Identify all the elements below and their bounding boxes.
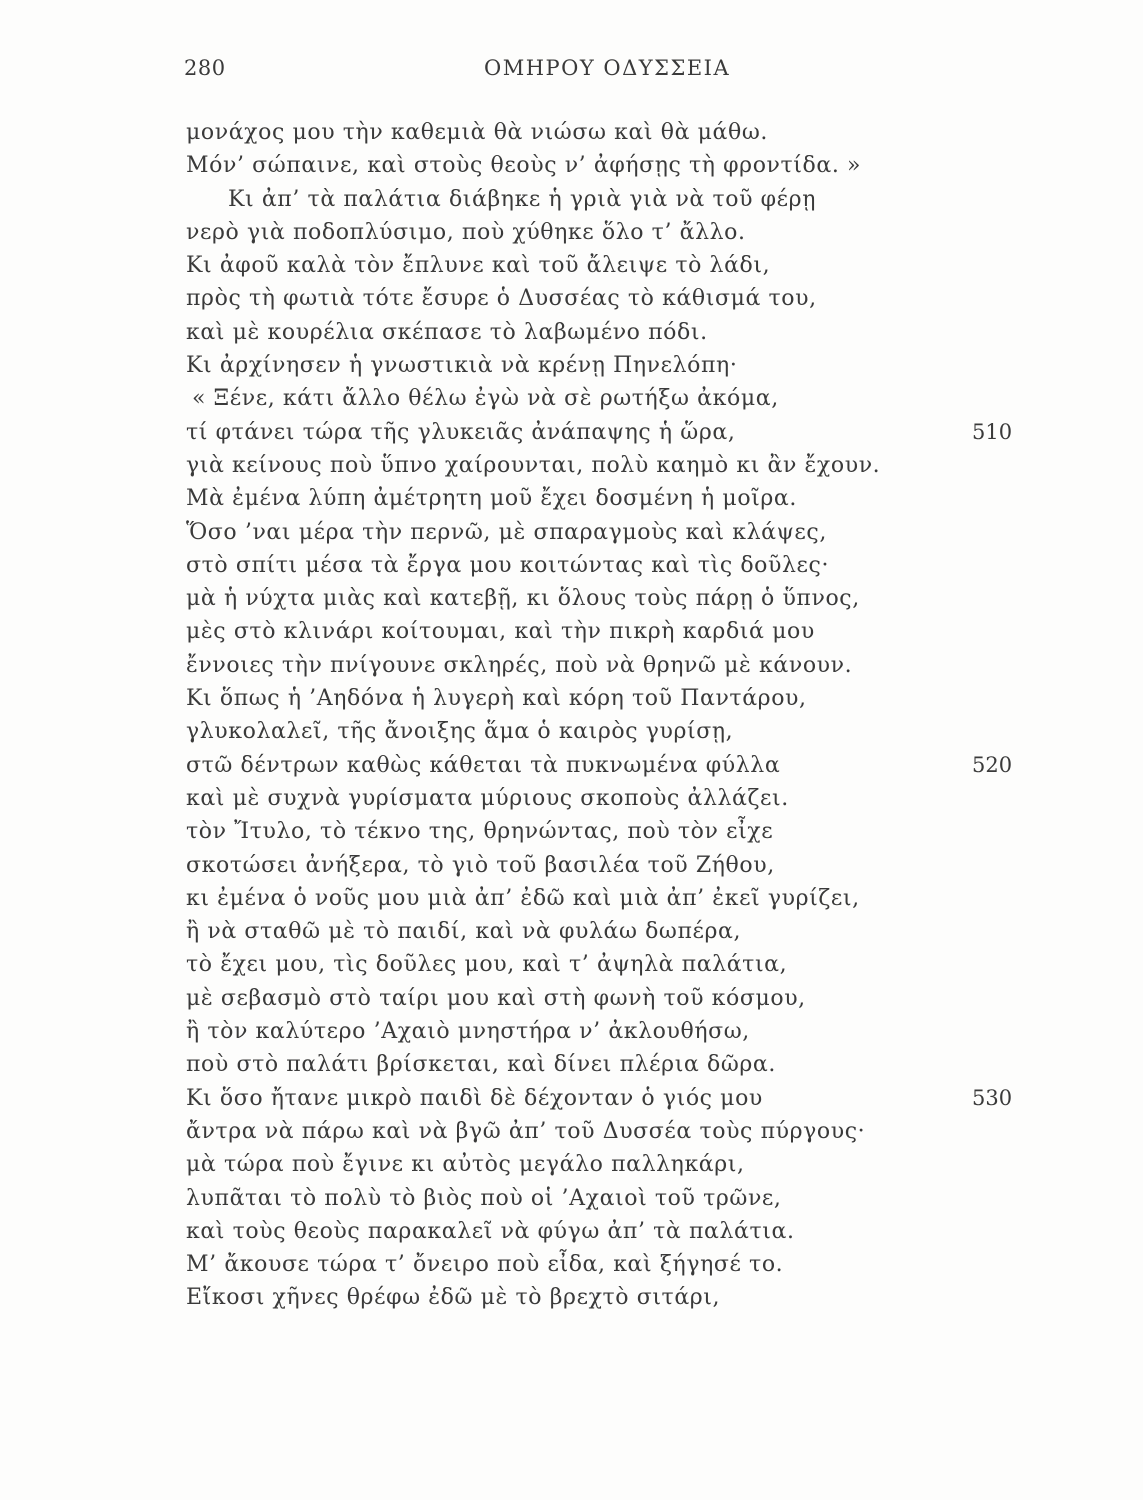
verse-text: μὲς στὸ κλινάρι κοίτουμαι, καὶ τὴν πικρὴ καρδιά μου [186, 619, 815, 645]
verse-text: ἄντρα νὰ πάρω καὶ νὰ βγῶ ἀπ’ τοῦ Δυσσέα τοὺς πύργους· [186, 1118, 866, 1144]
verse-text: στῶ δέντρων καθὼς κάθεται τὰ πυκνωμένα φύλλα [186, 752, 781, 778]
verse-line [186, 782, 1086, 815]
verse-line [186, 149, 1086, 182]
line-number: 510 [972, 419, 1013, 444]
verse-text: μὰ ἡ νύχτα μιὰς καὶ κατεβῇ, κι ὅλους τοὺς πάρῃ ὁ ὕπνος, [186, 586, 860, 612]
verse-text: Κι ἀπ’ τὰ παλάτια διάβηκε ἡ γριὰ γιὰ νὰ τοῦ φέρῃ [228, 186, 816, 212]
verse-text: πρὸς τὴ φωτιὰ τότε ἔσυρε ὁ Δυσσέας τὸ κάθισμά του, [186, 286, 817, 312]
verse-line [186, 1015, 1086, 1048]
verse-line [186, 482, 1086, 515]
verse-text: καὶ τοὺς θεοὺς παρακαλεῖ νὰ φύγω ἀπ’ τὰ παλάτια. [186, 1218, 795, 1244]
verse-block [186, 116, 1086, 1315]
verse-text: « Ξένε, κάτι ἄλλο θέλω ἐγὼ νὰ σὲ ρωτήξω ἀκόμα, [192, 386, 779, 412]
verse-line [186, 1281, 1086, 1314]
verse-line [186, 1048, 1086, 1081]
verse-line [186, 815, 1086, 848]
verse-text: τί φτάνει τώρα τῆς γλυκειᾶς ἀνάπαψης ἡ ὥρα, [186, 419, 736, 445]
verse-text: Κι ἀφοῦ καλὰ τὸν ἔπλυνε καὶ τοῦ ἄλειψε τὸ λάδι, [186, 253, 771, 279]
verse-line [186, 183, 1086, 216]
verse-line [186, 849, 1086, 882]
verse-line [186, 516, 1086, 549]
verse-text: Κι ἀρχίνησεν ἡ γνωστικιὰ νὰ κρένῃ Πηνελόπη· [186, 353, 738, 379]
page-number: 280 [184, 56, 226, 80]
verse-line [186, 582, 1086, 615]
verse-line [186, 1182, 1086, 1215]
verse-line [186, 615, 1086, 648]
verse-text: μὲ σεβασμὸ στὸ ταίρι μου καὶ στὴ φωνὴ τοῦ κόσμου, [186, 985, 806, 1011]
verse-text: ἔννοιες τὴν πνίγουνε σκληρές, ποὺ νὰ θρηνῶ μὲ κάνουν. [186, 652, 853, 678]
verse-line [186, 549, 1086, 582]
verse-line [186, 349, 1086, 382]
verse-text: τὸ ἔχει μου, τὶς δοῦλες μου, καὶ τ’ ἀψηλὰ παλάτια, [186, 952, 788, 978]
verse-text: Μόν’ σώπαινε, καὶ στοὺς θεοὺς ν’ ἀφήσῃς τὴ φροντίδα. » [186, 153, 862, 179]
verse-text: ποὺ στὸ παλάτι βρίσκεται, καὶ δίνει πλέρια δῶρα. [186, 1052, 776, 1078]
book-title: ΟΜΗΡΟΥ ΟΔΥΣΣΕΙΑ [484, 56, 731, 80]
verse-text: νερὸ γιὰ ποδοπλύσιμο, ποὺ χύθηκε ὅλο τ’ ἄλλο. [186, 219, 746, 245]
verse-line [186, 649, 1086, 682]
verse-line [186, 416, 1086, 449]
verse-text: Κι ὅπως ἡ ’Αηδόνα ἡ λυγερὴ καὶ κόρη τοῦ Παντάρου, [186, 686, 807, 712]
verse-line [186, 915, 1086, 948]
verse-line [186, 282, 1086, 315]
verse-line [186, 1082, 1086, 1115]
verse-text: Κι ὅσο ἤτανε μικρὸ παιδὶ δὲ δέχονταν ὁ γιός μου [186, 1085, 763, 1111]
verse-text: τὸν Ἴτυλο, τὸ τέκνο της, θρηνώντας, ποὺ τὸν εἶχε [186, 819, 774, 845]
verse-line [186, 216, 1086, 249]
verse-text: γλυκολαλεῖ, τῆς ἄνοιξης ἅμα ὁ καιρὸς γυρίσῃ, [186, 719, 734, 745]
verse-line [186, 1148, 1086, 1181]
verse-line [186, 1115, 1086, 1148]
verse-line [186, 116, 1086, 149]
verse-text: μὰ τώρα ποὺ ἔγινε κι αὐτὸς μεγάλο παλληκάρι, [186, 1152, 745, 1178]
verse-line [186, 249, 1086, 282]
verse-text: γιὰ κείνους ποὺ ὕπνο χαίρουνται, πολὺ καημὸ κι ἂν ἔχουν. [186, 452, 881, 478]
verse-line [186, 982, 1086, 1015]
verse-line [186, 682, 1086, 715]
verse-text: καὶ μὲ συχνὰ γυρίσματα μύριους σκοποὺς ἀλλάζει. [186, 785, 789, 811]
line-number: 530 [972, 1085, 1013, 1110]
verse-line [186, 316, 1086, 349]
verse-line [186, 1248, 1086, 1281]
verse-text: Ὅσο ’ναι μέρα τὴν περνῶ, μὲ σπαραγμοὺς καὶ κλάψες, [186, 519, 827, 545]
verse-text: καὶ μὲ κουρέλια σκέπασε τὸ λαβωμένο πόδι. [186, 319, 708, 345]
verse-line [186, 382, 1086, 415]
verse-text: Μὰ ἐμένα λύπη ἀμέτρητη μοῦ ἔχει δοσμένη ἡ μοῖρα. [186, 486, 797, 512]
line-number: 520 [972, 752, 1013, 777]
running-head [184, 56, 911, 86]
verse-text: σκοτώσει ἀνήξερα, τὸ γιὸ τοῦ βασιλέα τοῦ Ζήθου, [186, 852, 775, 878]
verse-text: Μ’ ἄκουσε τώρα τ’ ὄνειρο ποὺ εἶδα, καὶ ξήγησέ το. [186, 1252, 784, 1278]
verse-text: μονάχος μου τὴν καθεμιὰ θὰ νιώσω καὶ θὰ μάθω. [186, 120, 768, 145]
verse-text: ἢ τὸν καλύτερο ’Αχαιὸ μνηστήρα ν’ ἀκλουθήσω, [186, 1019, 750, 1045]
verse-line [186, 715, 1086, 748]
verse-line [186, 882, 1086, 915]
verse-text: ἢ νὰ σταθῶ μὲ τὸ παιδί, καὶ νὰ φυλάω δωπέρα, [186, 919, 742, 945]
verse-text: λυπᾶται τὸ πολὺ τὸ βιὸς ποὺ οἱ ’Αχαιοὶ τοῦ τρῶνε, [186, 1185, 782, 1211]
verse-text: Εἴκοσι χῆνες θρέφω ἐδῶ μὲ τὸ βρεχτὸ σιτάρι, [186, 1285, 721, 1311]
verse-line [186, 948, 1086, 981]
verse-text: κι ἐμένα ὁ νοῦς μου μιὰ ἀπ’ ἐδῶ καὶ μιὰ ἀπ’ ἐκεῖ γυρίζει, [186, 885, 860, 911]
verse-line [186, 749, 1086, 782]
verse-text: στὸ σπίτι μέσα τὰ ἔργα μου κοιτώντας καὶ τὶς δοῦλες· [186, 552, 830, 578]
verse-line [186, 449, 1086, 482]
verse-line [186, 1215, 1086, 1248]
